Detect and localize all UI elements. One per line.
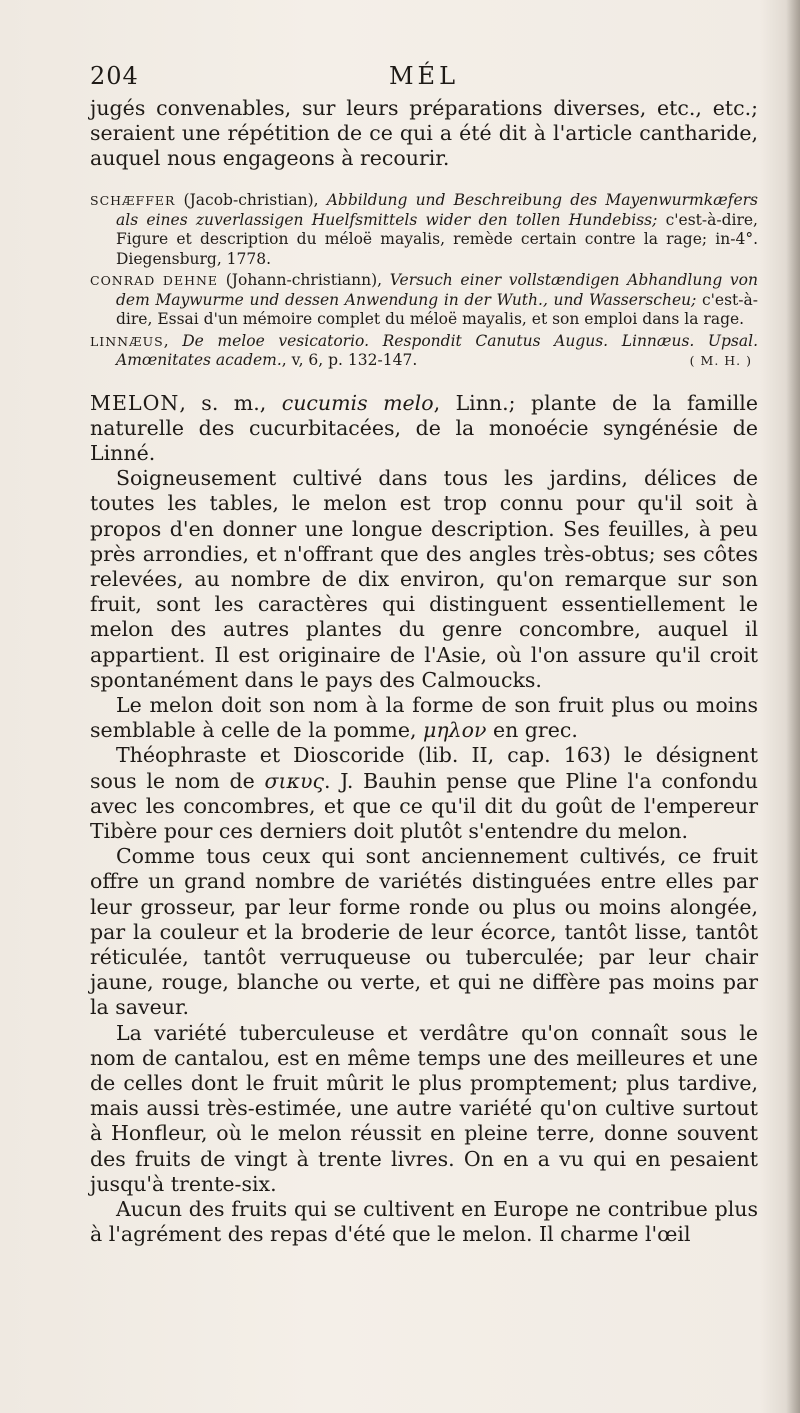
author-signature: ( M. H. ) [689, 353, 752, 368]
bib-work-title: Abbildung und Beschreibung des Mayenwurmkæfers als eines zuverlassigen Huelfsmittels wider den tollen Hundebiss; [116, 191, 758, 229]
bib-author: CONRAD DEHNE [90, 273, 219, 288]
running-head [90, 56, 758, 96]
bib-entry-dehne [90, 271, 758, 330]
headword: MELON [90, 390, 180, 415]
definition-text: , Linn.; plante de la famille naturelle des cucurbitacées, de la monoécie syngénésie de Linné. [90, 390, 758, 465]
page-number: 204 [90, 62, 139, 90]
page-edge-shadow [786, 0, 800, 1413]
bib-translation: c'est-à-dire, Figure et description du méloë mayalis, remède certain contre la rage; in-4°. Diegensburg, 1778. [116, 210, 758, 268]
paragraph-text: Théophraste et Dioscoride (lib. II, cap. 163) le désignent sous le nom de [90, 743, 758, 793]
bib-author-detail: (Johann-christiann), [218, 271, 390, 289]
bib-work-title: Versuch einer vollstændigen Abhandlung von dem Maywurme und dessen Anwendung in der Wuth., und Wasserscheu; [116, 271, 758, 309]
bib-author-detail: , [163, 331, 183, 350]
article-paragraph: La variété tuberculeuse et verdâtre qu'on connaît sous le nom de cantalou, est en même temps une des meilleures et une de celles dont le fruit mûrit le plus promptement; plus tardive, mais aussi très-estimée, une autre variété qu'on cultive surtout à Honfleur, où le melon réussit en pleine terre, donne souvent des fruits de vingt à trente livres. On en a vu qui en pesaient jusqu'à trente-six. [90, 1020, 758, 1196]
greek-word: σικυς [264, 768, 324, 793]
greek-word: μηλον [423, 718, 487, 743]
article-paragraph-etymology [90, 693, 758, 743]
article-melon [90, 391, 758, 1248]
bib-entry-schaeffer [90, 191, 758, 269]
page-content [90, 56, 758, 1247]
bibliography [90, 191, 758, 371]
paragraph-text: Le melon doit son nom à la forme de son fruit plus ou moins semblable à celle de la pomme, [90, 692, 758, 743]
bib-author: SCHÆFFER [90, 193, 176, 208]
definition-text: , s. m., [179, 390, 282, 415]
bib-author: LINNÆUS [90, 333, 164, 349]
bib-translation: c'est-à-dire, Essai d'un mémoire complet du méloë mayalis, et son emploi dans la rage. [116, 290, 758, 328]
article-definition [90, 391, 758, 467]
bib-work-title: De meloe vesicatorio. Respondit Canutus Augus. Linnæus. Upsal. Amœnitates academ. [116, 331, 758, 369]
continuation-paragraph: jugés convenables, sur leurs préparations diverses, etc., etc.; seraient une répétition de ce qui a été dit à l'article cantharide, auquel nous engageons à recourir. [90, 96, 758, 170]
paragraph-text: . J. Bauhin pense que Pline l'a confondu avec les concombres, et que ce qu'il dit du goût de l'empereur Tibère pour ces derniers doit plutôt s'entendre du melon. [90, 768, 758, 843]
bib-author-detail: (Jacob-christian), [175, 191, 327, 209]
article-paragraph: Comme tous ceux qui sont anciennement cultivés, ce fruit offre un grand nombre de variétés distinguées entre elles par leur grosseur, par leur forme ronde ou plus ou moins alongée, par la couleur et la broderie de leur écorce, tantôt lisse, tantôt réticulée, tantôt verruqueuse ou tuberculée; par leur chair jaune, rouge, blanche ou verte, et qui ne diffère pas moins par la saveur. [90, 844, 758, 1020]
bib-citation: , v, 6, p. 132-147. [281, 351, 418, 369]
running-head-title: MÉL [388, 62, 460, 90]
article-paragraph: Soigneusement cultivé dans tous les jardins, délices de toutes les tables, le melon est trop connu pour qu'il soit à propos d'en donner une longue description. Ses feuilles, à peu près arrondies, et n'offrant que des angles très-obtus; ses côtes relevées, au nombre de dix environ, qu'on remarque sur son fruit, sont les caractères qui distinguent essentiellement le melon des autres plantes du genre concombre, auquel il appartient. Il est originaire de l'Asie, où l'on assure qu'il croit spontanément dans le pays des Calmoucks. [90, 466, 758, 692]
article-paragraph-history [90, 743, 758, 844]
paragraph-text: en grec. [486, 718, 578, 743]
latin-name: cucumis melo [281, 390, 434, 415]
bib-entry-linnaeus [90, 332, 758, 371]
article-paragraph: Aucun des fruits qui se cultivent en Europe ne contribue plus à l'agrément des repas d'été que le melon. Il charme l'œil [90, 1197, 758, 1247]
